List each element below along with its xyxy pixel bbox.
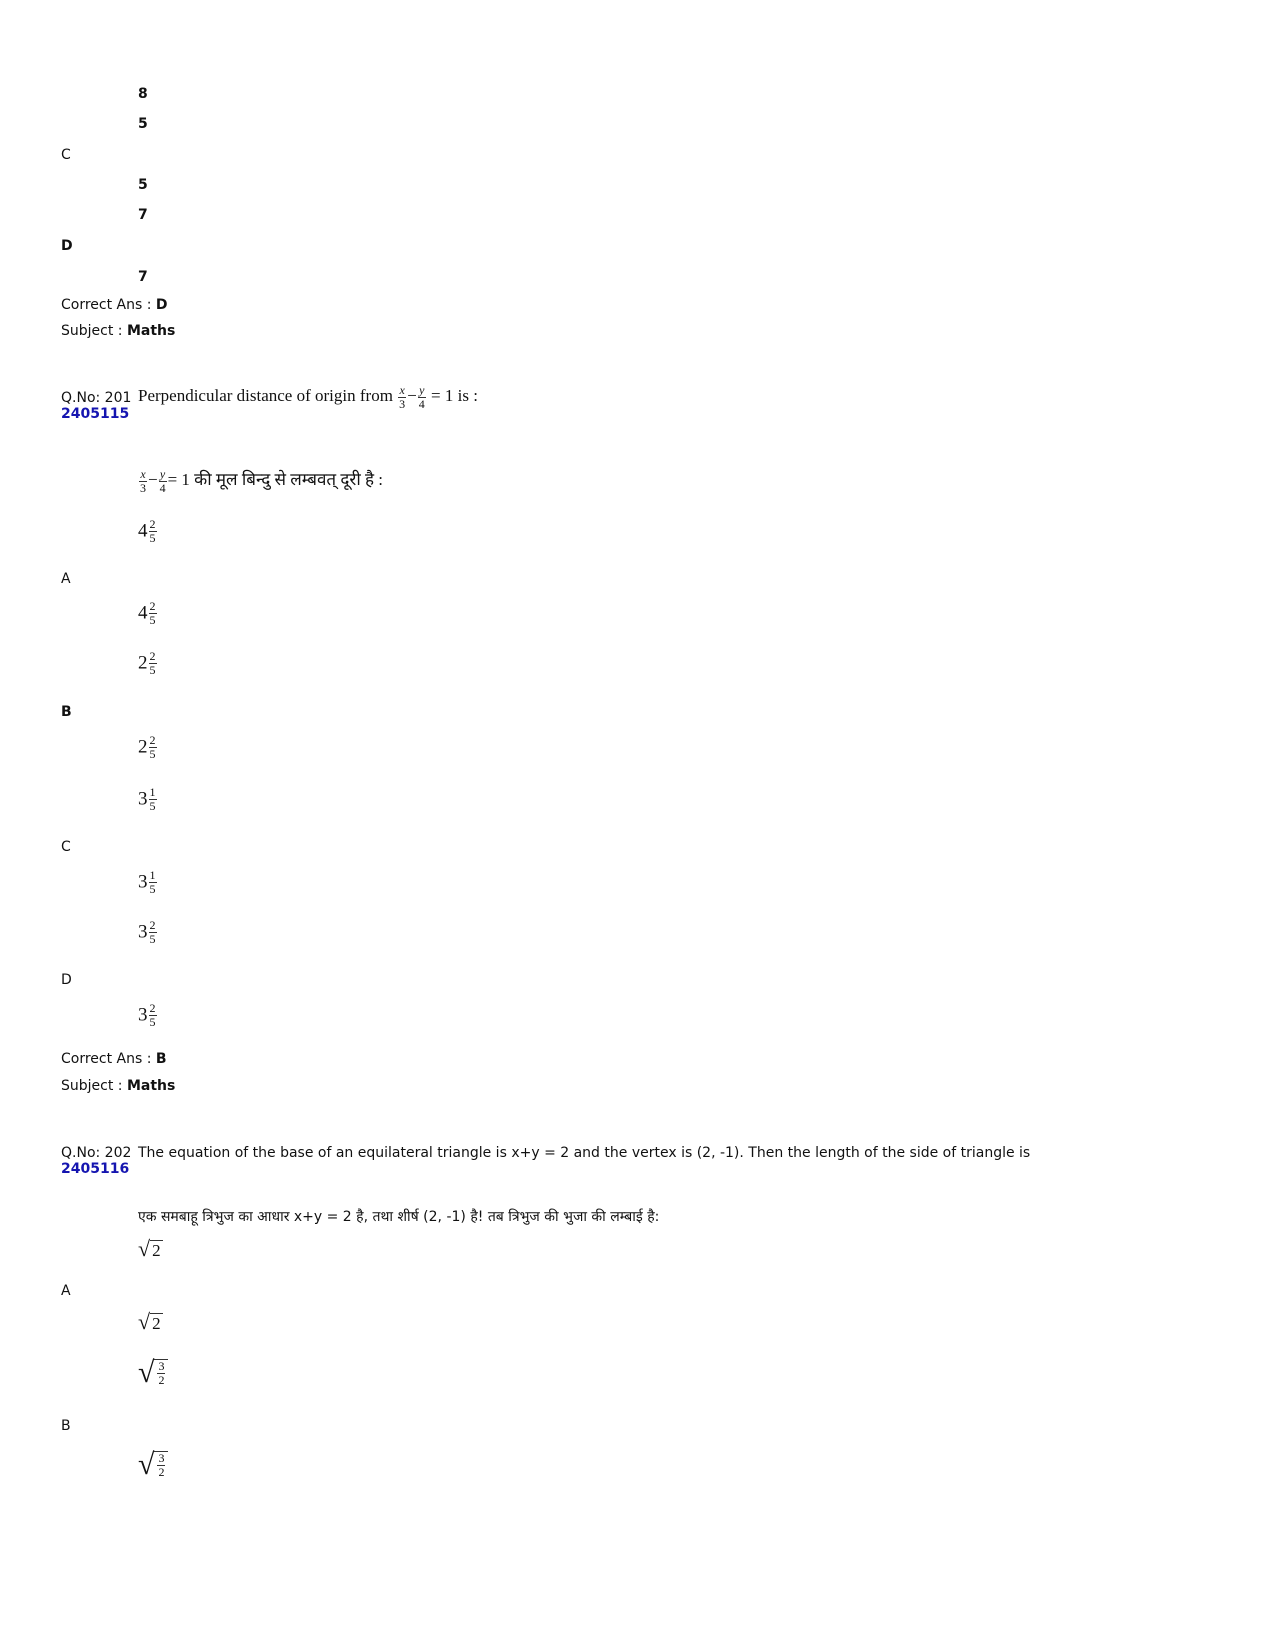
option-value: 7 (138, 269, 148, 285)
option-a-value-en: √ 2 (138, 1236, 161, 1261)
option-label-a: A (61, 1283, 71, 1299)
option-c-value-en: 3 $\frac{1}{5}$ (138, 785, 156, 813)
option-b-value-hi: 2 $\frac{2}{5}$ (138, 733, 156, 761)
fraction-y-over-4: $\frac{y}{4}$ (418, 383, 425, 411)
question-id: 2405116 (61, 1161, 130, 1177)
option-label-d: D (61, 238, 73, 254)
correct-answer-value: D (155, 297, 168, 313)
option-a-value-hi: 4 $\frac{2}{5}$ (138, 599, 156, 627)
option-label-a: A (61, 571, 71, 587)
option-a-value-hi: √ 2 (138, 1309, 161, 1334)
option-c-value-hi: 3 $\frac{1}{5}$ (138, 868, 156, 896)
minus-sign: − (407, 386, 417, 405)
correct-answer-label: Correct Ans : (61, 297, 156, 313)
question-text-hi (138, 468, 383, 494)
subject-value: Maths (126, 1078, 176, 1094)
question-number: Q.No: 201 (61, 390, 132, 406)
question-text-hi: एक समबाहू त्रिभुज का आधार x+y = 2 है, तथा शीर्ष (2, -1) है! तब त्रिभुज की भुजा की लम्बाई है: (138, 1209, 660, 1225)
question-number: Q.No: 202 (61, 1145, 132, 1161)
option-label-b: B (61, 704, 72, 720)
option-label-c: C (61, 147, 71, 163)
option-b-value-en: √ $\frac{3}{2}$ (138, 1358, 168, 1388)
option-value: 5 (138, 116, 148, 132)
question-text-en-start: Perpendicular distance of origin from (138, 386, 393, 405)
subject-label: Subject : (61, 1078, 127, 1094)
subject-value: Maths (126, 323, 176, 339)
option-d-value-hi: 3 $\frac{2}{5}$ (138, 1001, 156, 1029)
correct-answer (61, 298, 168, 312)
option-d-value-en: 3 $\frac{2}{5}$ (138, 918, 156, 946)
option-b-value-hi: √ $\frac{3}{2}$ (138, 1450, 168, 1480)
option-value: 5 (138, 177, 148, 193)
option-label-d: D (61, 972, 72, 988)
option-b-value-en: 2 $\frac{2}{5}$ (138, 649, 156, 677)
option-value: 8 (138, 86, 148, 102)
question-text-en (138, 384, 478, 410)
correct-answer-label: Correct Ans : (61, 1051, 156, 1067)
option-a-value-en: 4 $\frac{2}{5}$ (138, 517, 156, 545)
correct-answer-value: B (155, 1051, 167, 1067)
option-label-c: C (61, 839, 71, 855)
question-id: 2405115 (61, 406, 130, 422)
option-label-b: B (61, 1418, 71, 1434)
question-text-hi-end: = 1 की मूल बिन्दु से लम्बवत् दूरी है : (167, 470, 383, 489)
question-text-en-end: = 1 is : (431, 386, 478, 405)
subject (61, 1079, 175, 1093)
question-text-en: The equation of the base of an equilateral triangle is x+y = 2 and the vertex is (2, -1). Then the length of the side of triangle is (138, 1145, 1031, 1161)
fraction-x-over-3: $\frac{x}{3}$ (140, 467, 146, 495)
fraction-x-over-3: $\frac{x}{3}$ (399, 383, 406, 411)
subject-label: Subject : (61, 323, 127, 339)
minus-sign: − (148, 470, 158, 489)
option-value: 7 (138, 207, 148, 223)
correct-answer (61, 1052, 167, 1066)
subject (61, 324, 175, 338)
fraction-y-over-4: $\frac{y}{4}$ (159, 467, 166, 495)
